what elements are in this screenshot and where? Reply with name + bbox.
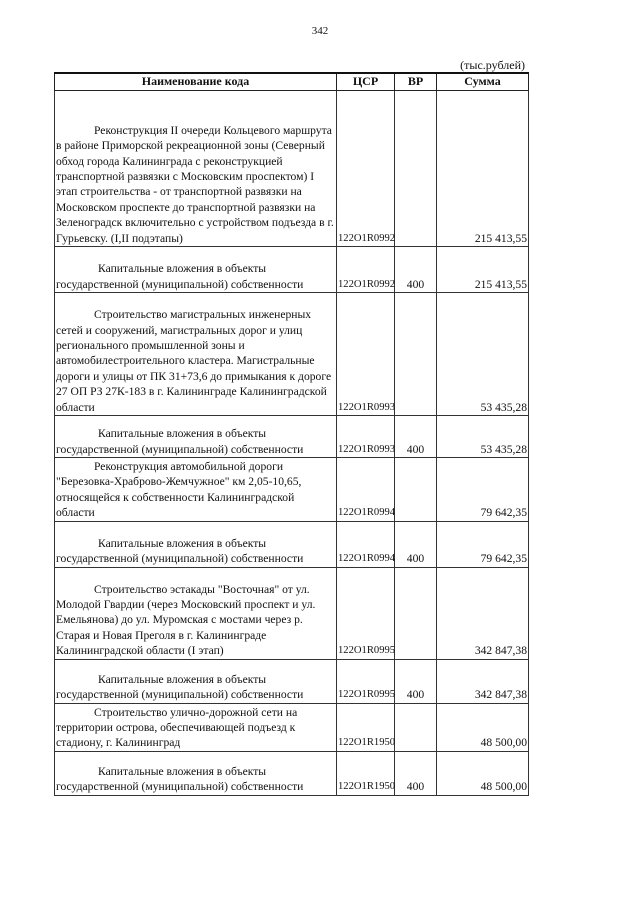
row-name: Реконструкция автомобильной дороги "Березовка-Храброво-Жемчужное" км 2,05-10,65, относящейся к собственности Калининградской области bbox=[55, 458, 337, 522]
row-vr bbox=[395, 458, 437, 522]
header-sum: Сумма bbox=[437, 73, 529, 91]
row-sum: 53 435,28 bbox=[437, 416, 529, 458]
row-vr: 400 bbox=[395, 521, 437, 567]
table-row bbox=[55, 91, 529, 247]
table-row bbox=[55, 458, 529, 522]
row-vr: 400 bbox=[395, 751, 437, 795]
table-row bbox=[55, 751, 529, 795]
row-name: Капитальные вложения в объекты государственной (муниципальной) собственности bbox=[55, 247, 337, 293]
table-row bbox=[55, 659, 529, 703]
table-row bbox=[55, 567, 529, 659]
table-row bbox=[55, 703, 529, 751]
header-csr: ЦСР bbox=[337, 73, 395, 91]
row-csr: 122O1R0994 bbox=[337, 458, 395, 522]
table-row bbox=[55, 521, 529, 567]
budget-table bbox=[54, 72, 529, 796]
table-row bbox=[55, 293, 529, 416]
row-sum: 53 435,28 bbox=[437, 293, 529, 416]
row-sum: 215 413,55 bbox=[437, 247, 529, 293]
row-vr bbox=[395, 567, 437, 659]
row-vr bbox=[395, 703, 437, 751]
row-vr: 400 bbox=[395, 659, 437, 703]
row-csr: 122O1R1950 bbox=[337, 751, 395, 795]
row-sum: 48 500,00 bbox=[437, 703, 529, 751]
row-name: Строительство эстакады "Восточная" от ул. Молодой Гвардии (через Московский проспект и ул. Емельянова) до ул. Муромская с мостами через р. Старая и Новая Преголя в г. Калининграде Калининградской области (I этап) bbox=[55, 567, 337, 659]
table-row bbox=[55, 416, 529, 458]
row-csr: 122O1R0993 bbox=[337, 416, 395, 458]
row-sum: 79 642,35 bbox=[437, 458, 529, 522]
row-sum: 215 413,55 bbox=[437, 91, 529, 247]
row-name: Реконструкция II очереди Кольцевого маршрута в районе Приморской рекреационной зоны (Северный обход города Калининграда с реконструкцией транспортной развязки с Московским проспектом) I этап строительства - от транспортной развязки на Московском проспекте до транспортной развязки на Зеленоградск включительно с устройством подъезда в г. Гурьевску. (I,II подэтапы) bbox=[55, 91, 337, 247]
row-csr: 122O1R0992 bbox=[337, 247, 395, 293]
row-csr: 122O1R1950 bbox=[337, 703, 395, 751]
row-name: Капитальные вложения в объекты государственной (муниципальной) собственности bbox=[55, 416, 337, 458]
row-csr: 122O1R0993 bbox=[337, 293, 395, 416]
row-name: Строительство магистральных инженерных сетей и сооружений, магистральных дорог и улиц регионального промышленной зоны и автомобилестроительного кластера. Магистральные дороги и улицы от ПК 31+73,6 до примыкания к дороге 27 ОП РЗ 27К-183 в г. Калининграде Калининградской области bbox=[55, 293, 337, 416]
unit-note: (тыс.рублей) bbox=[460, 58, 525, 72]
row-vr: 400 bbox=[395, 416, 437, 458]
row-name: Капитальные вложения в объекты государственной (муниципальной) собственности bbox=[55, 521, 337, 567]
row-csr: 122O1R0995 bbox=[337, 659, 395, 703]
row-name: Строительство улично-дорожной сети на территории острова, обеспечивающей подъезд к стадиону, г. Калининград bbox=[55, 703, 337, 751]
row-vr bbox=[395, 91, 437, 247]
row-sum: 48 500,00 bbox=[437, 751, 529, 795]
row-sum: 342 847,38 bbox=[437, 659, 529, 703]
row-vr: 400 bbox=[395, 247, 437, 293]
row-sum: 342 847,38 bbox=[437, 567, 529, 659]
header-name: Наименование кода bbox=[55, 73, 337, 91]
row-csr: 122O1R0995 bbox=[337, 567, 395, 659]
row-name: Капитальные вложения в объекты государственной (муниципальной) собственности bbox=[55, 659, 337, 703]
row-name: Капитальные вложения в объекты государственной (муниципальной) собственности bbox=[55, 751, 337, 795]
row-csr: 122O1R0992 bbox=[337, 91, 395, 247]
header-vr: ВР bbox=[395, 73, 437, 91]
row-csr: 122O1R0994 bbox=[337, 521, 395, 567]
row-vr bbox=[395, 293, 437, 416]
page-number: 342 bbox=[311, 25, 329, 37]
table-header-row bbox=[55, 73, 529, 91]
row-sum: 79 642,35 bbox=[437, 521, 529, 567]
table-row bbox=[55, 247, 529, 293]
